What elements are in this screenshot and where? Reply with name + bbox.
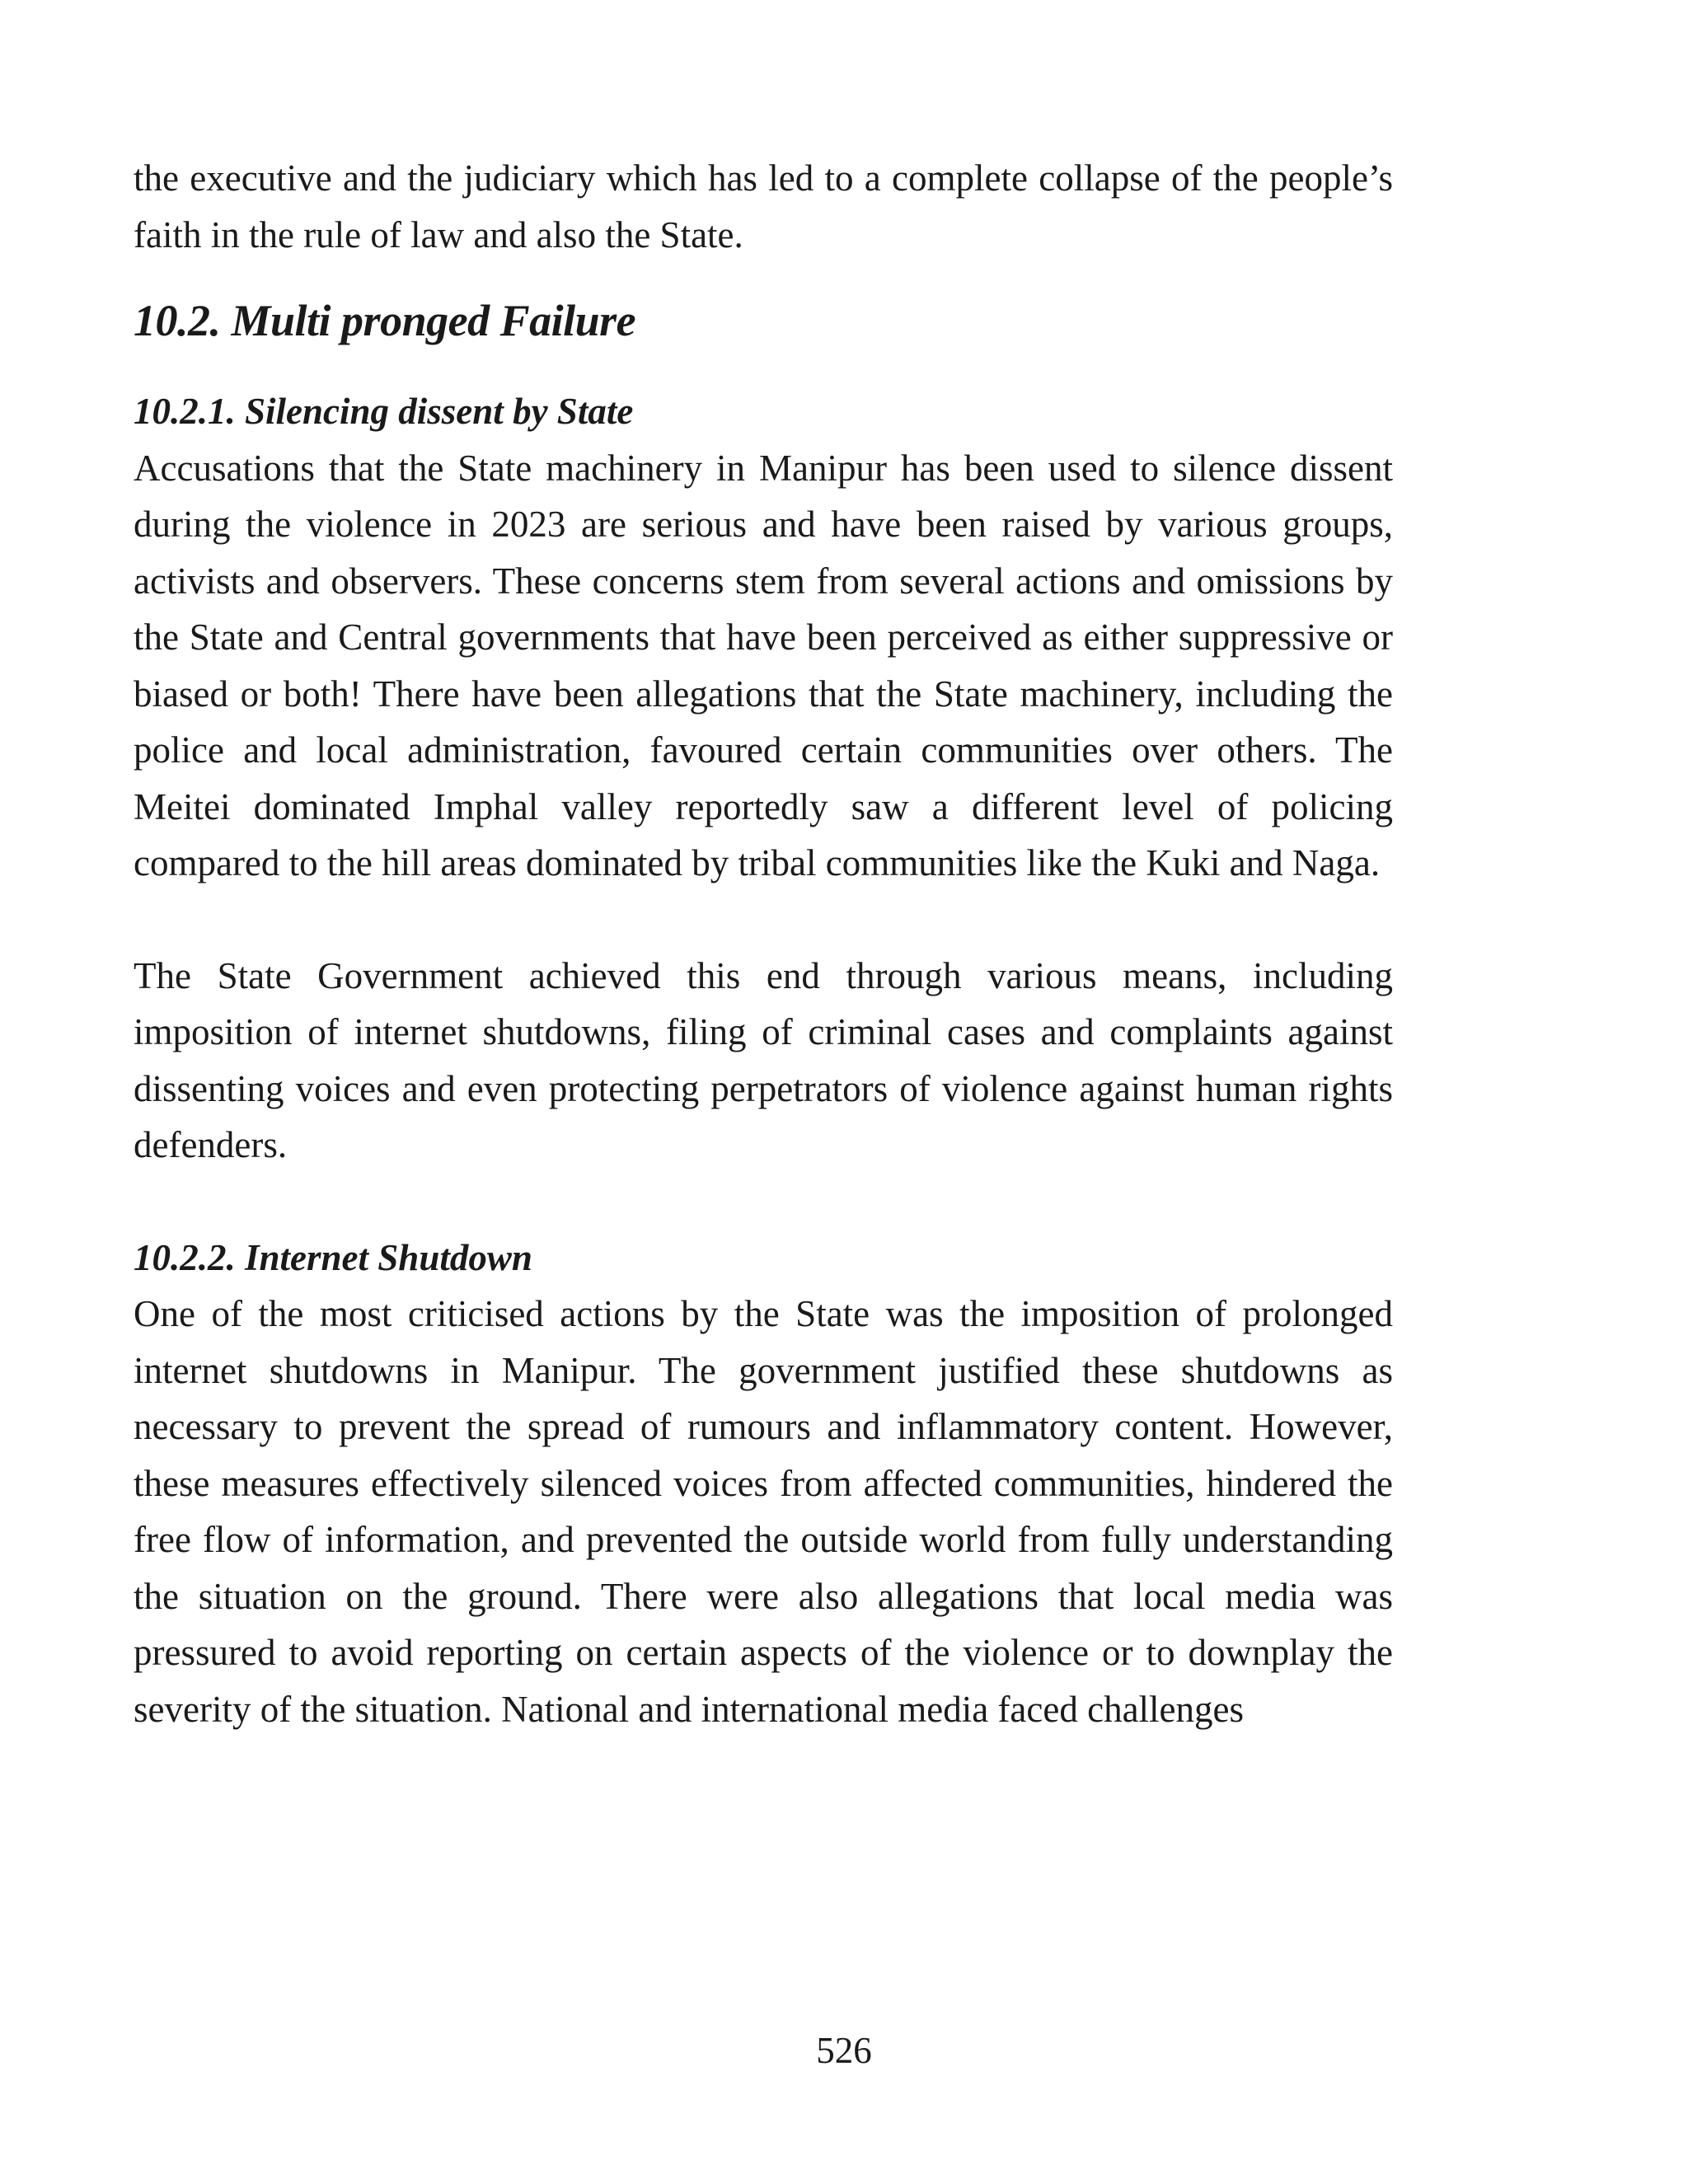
- subsection-heading-internet-shutdown: 10.2.2. Internet Shutdown: [134, 1236, 532, 1278]
- subsection-heading-silencing-dissent: 10.2.1. Silencing dissent by State: [134, 391, 634, 432]
- page-body: [134, 150, 1393, 1737]
- body-paragraph: Accusations that the State machinery in Manipur has been used to silence dissent during the violence in 2023 are serious and have been raised by various groups, activists and observers. These concerns stem from several actions and omissions by the State and Central governments that have been perceived as either suppressive or biased or both! There have been allegations that the State machinery, including the police and local administration, favoured certain communities over others. The Meitei dominated Imphal valley reportedly saw a different level of policing compared to the hill areas dominated by tribal communities like the Kuki and Naga.: [134, 447, 1393, 883]
- page-number: 526: [816, 2030, 872, 2071]
- section-heading: 10.2. Multi pronged Failure: [134, 296, 636, 345]
- body-paragraph: The State Government achieved this end through various means, including imposition of internet shutdowns, filing of criminal cases and complaints against dissenting voices and even protecting perpetrators of violence against human rights defenders.: [134, 954, 1393, 1165]
- body-paragraph: One of the most criticised actions by the State was the imposition of prolonged internet shutdowns in Manipur. The government justified these shutdowns as necessary to prevent the spread of rumours and inflammatory content. However, these measures effectively silenced voices from affected communities, hindered the free flow of information, and prevented the outside world from fully understanding the situation on the ground. There were also allegations that local media was pressured to avoid reporting on certain aspects of the violence or to downplay the severity of the situation. National and international media faced challenges: [134, 1293, 1393, 1730]
- intro-paragraph: the executive and the judiciary which has led to a complete collapse of the people’s faith in the rule of law and also the State.: [134, 157, 1393, 255]
